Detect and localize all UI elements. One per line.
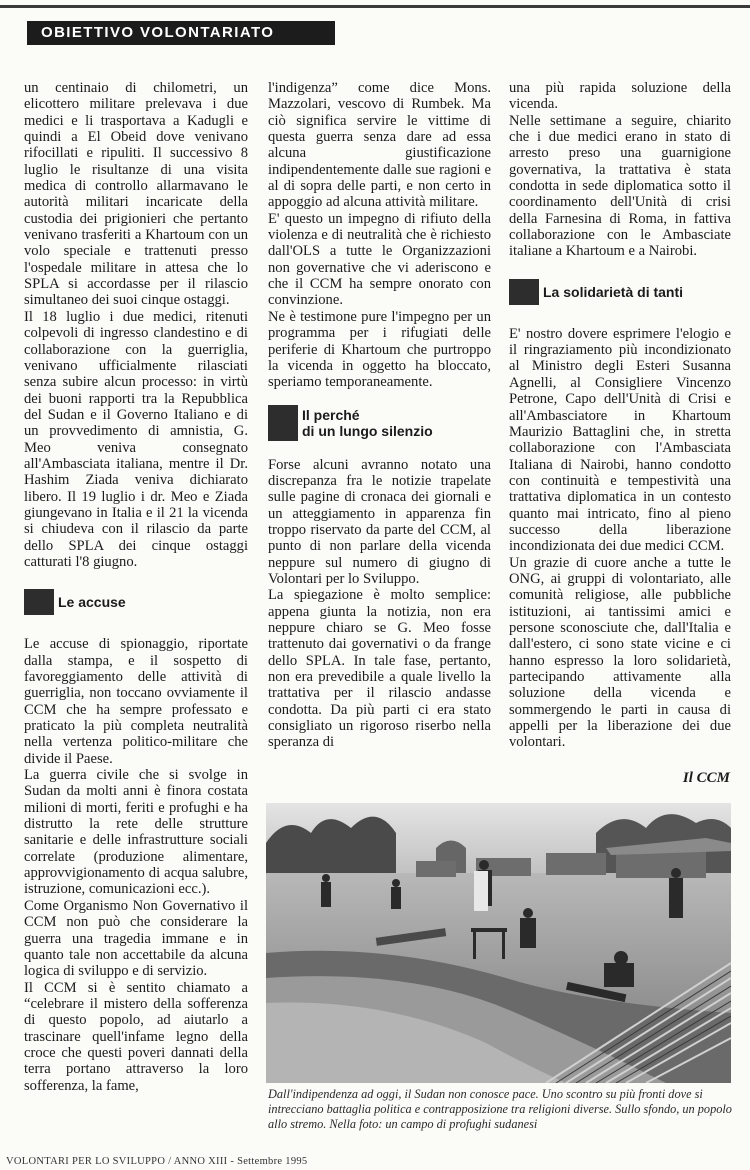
paragraph: Le accuse di spionaggio, riportate dalla stampa, e il sospetto di favoreggiamento delle attività di guerriglia, non toccano ovviamente il CCM che ha sempre professato e praticato la più completa neutralità nella vertenza politico-militare che divide il Paese. <box>24 636 248 767</box>
heading-marker-block <box>24 589 54 615</box>
subheading-label: La solidarietà di tanti <box>543 283 684 300</box>
paragraph: un centinaio di chilometri, un elicottero militare prelevava i due medici e li trasportava a Kadugli e quindi a El Obeid dove venivano rifocillati e ripuliti. Il successivo 8 luglio le risultanze di una visita medica di controllo allarmavano le autorità militari incaricate della custodia dei prigionieri che pertanto venivano trasferiti a Khartoum con un volo speciale e trattenuti presso l'ospedale militare in attesa che lo SPLA si accordasse per il rilascio simultaneo dei suoi cinque ostaggi. <box>24 80 248 309</box>
refugee-camp-photo <box>266 803 731 1083</box>
heading-marker-block <box>268 405 298 441</box>
column-3 <box>509 80 731 751</box>
subheading-label <box>302 407 433 439</box>
page-footer: VOLONTARI PER LO SVILUPPO / ANNO XIII - Settembre 1995 <box>6 1156 308 1167</box>
section-banner: OBIETTIVO VOLONTARIATO <box>27 21 335 45</box>
top-rule <box>0 5 750 8</box>
photo-caption: Dall'indipendenza ad oggi, il Sudan non conosce pace. Uno scontro su più fronti dove si intrecciano battaglia politica e contrapposizione tra religioni diverse. Sullo sfondo, un popolo allo stremo. Nella foto: un campo di profughi sudanesi <box>268 1087 732 1131</box>
subheading-line-1: Il perché <box>302 406 360 423</box>
subheading-la-solidarieta <box>509 274 731 310</box>
signature: Il CCM <box>682 770 730 786</box>
subheading-il-perche <box>268 405 491 441</box>
paragraph: Il 18 luglio i due medici, ritenuti colpevoli di ingresso clandestino e di collaborazione con la guerriglia, venivano ufficialmente rilasciati senza subire alcun processo: in virtù dei buoni rapporti tra la Repubblica del Sudan e il Governo Italiano e di un provvedimento di amnistia, G. Meo veniva consegnato all'Ambasciata italiana, mentre il Dr. Hashim Ziada veniva dichiarato libero. Il 19 luglio i dr. Meo e Ziada giungevano in Italia e il 21 la vicenda si chiudeva con il rilascio da parte dello SPLA dei cinque ostaggi catturati l'8 giugno. <box>24 308 248 570</box>
paragraph: Nelle settimane a seguire, chiarito che i due medici erano in stato di arresto preso una guarnigione governativa, la trattativa è stata condotta in sede diplomatica sotto il coordinamento dell'Unità di crisi della Farnesina di Roma, in fattiva collaborazione con le Ambasciate italiane a Khartoum e a Nairobi. <box>509 112 731 260</box>
subheading-label: Le accuse <box>58 594 126 611</box>
paragraph: La guerra civile che si svolge in Sudan da molti anni è finora costata milioni di morti, feriti e profughi e ha distrutto la rete delle strutture sanitarie e delle infrastrutture sociali correlate (produzione alimentare, approvvigionamento di acqua salubre, istruzione, comunicazioni ecc.). <box>24 767 248 898</box>
paragraph: E' questo un impegno di rifiuto della violenza e di neutralità che è richiesto dall'OLS a tutte le Organizzazioni non governative che vi aderiscono e che il CCM ha sempre onorato con convinzione. <box>268 210 491 309</box>
paragraph: Il CCM si è sentito chiamato a “celebrare il mistero della sofferenza di questo popolo, ad aiutarlo a trascinare quell'infame legno della croce che questi poveri dannati della terra portano attraverso la loro sofferenza, la fame, <box>24 979 248 1094</box>
subheading-le-accuse <box>24 584 248 620</box>
paragraph: E' nostro dovere esprimere l'elogio e il ringraziamento più incondizionato al Ministro degli Esteri Susanna Agnelli, al Consigliere Vincenzo Petrone, Capo dell'Unità di Crisi e all'Ambasciatore in Khartoum Maurizio Battaglini che, in stretta collaborazione con l'Ambasciata Italiana di Nairobi, hanno condotto con continuità e tempestività una trattativa diplomatica in un contesto quanto mai intricato, fino al pieno successo della liberazione incondizionata dei due medici CCM. <box>509 325 731 555</box>
paragraph: Come Organismo Non Governativo il CCM non può che considerare la guerra una tragedia immane e in quanto tale non accettabile da alcuna logica di sviluppo e di servizio. <box>24 897 248 980</box>
paragraph: una più rapida soluzione della vicenda. <box>509 80 731 113</box>
subheading-line-2: di un lungo silenzio <box>302 422 433 439</box>
photo-illustration <box>266 803 731 1083</box>
paragraph: Forse alcuni avranno notato una discrepanza fra le notizie trapelate sulle pagine di cronaca dei giornali e un atteggiamento in apparenza fin troppo riservato da parte del CCM, al punto di non parlare della vicenda neppure sul numero di giugno di Volontari per lo Sviluppo. <box>268 456 491 587</box>
paragraph: Ne è testimone pure l'impegno per un programma per i rifugiati delle periferie di Khartoum che purtroppo la vicenda in oggetto ha bloccato, speriamo temporaneamente. <box>268 308 491 391</box>
heading-marker-block <box>509 279 539 305</box>
paragraph: La spiegazione è molto semplice: appena giunta la notizia, non era neppure chiaro se G. Meo fosse trattenuto dai governativi o da frange dello SPLA. In tale fase, pertanto, non era prevedibile a quale livello la trattativa per il rilascio andasse condotta. Da più parti ci era stato consigliato un rigoroso riserbo nella speranza di <box>268 587 491 751</box>
paragraph: Un grazie di cuore anche a tutte le ONG, ai gruppi di volontariato, alle comunità religiose, alle pubbliche istituzioni, ai tantissimi amici e persone sconosciute che, dall'Italia e dall'estero, ci sono state vicine e ci hanno espresso la loro solidarietà, partecipando attivamente alla soluzione della vicenda e sommergendo le parti in causa di appelli per la liberazione dei due volontari. <box>509 554 731 751</box>
column-2 <box>268 80 491 751</box>
paragraph: l'indigenza” come dice Mons. Mazzolari, vescovo di Rumbek. Ma ciò significa servire le vittime di questa guerra senza dare ad essa alcuna giustificazione indipendentemente dalle sue ragioni e al di sopra delle parti, e non certo in appoggio ad alcuna attività militare. <box>268 80 491 211</box>
column-1 <box>24 80 248 1094</box>
